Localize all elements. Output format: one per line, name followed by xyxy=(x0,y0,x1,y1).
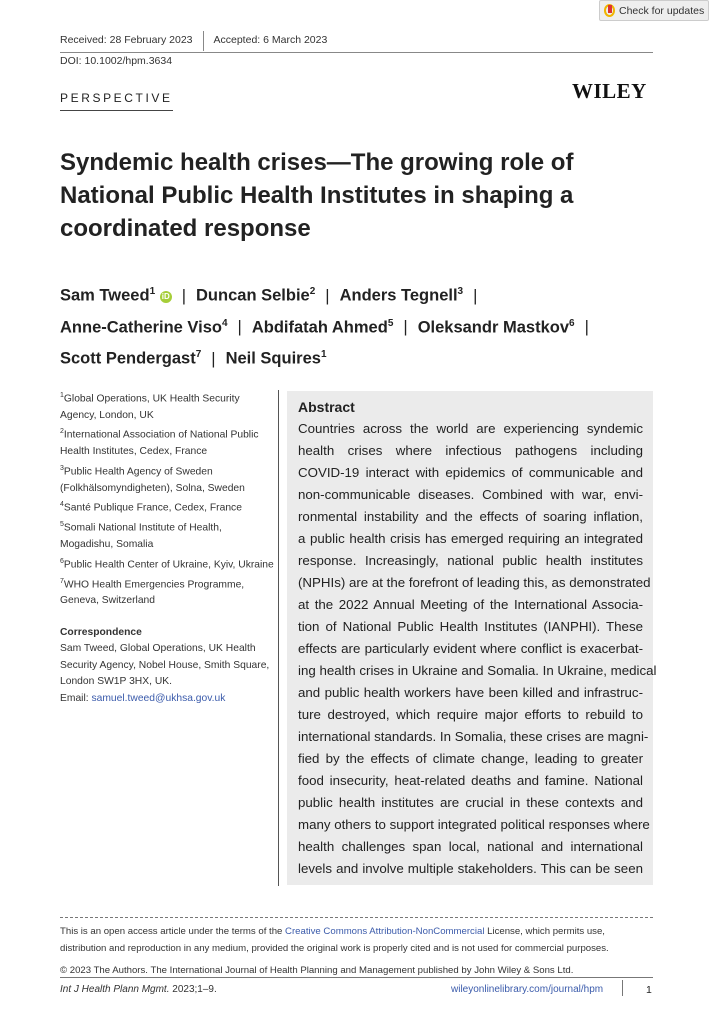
affiliation xyxy=(60,554,275,574)
email-link[interactable]: samuel.tweed@ukhsa.gov.uk xyxy=(91,692,226,704)
abstract-line: effects are particularly evident where conflict is exacerbat- xyxy=(298,641,643,656)
footer-divider xyxy=(622,980,623,996)
author-name: Abdifatah Ahmed xyxy=(251,318,388,336)
correspondence-heading: Correspondence xyxy=(60,626,142,638)
abstract-line: ture destroyed, which require major efforts to rebuild to xyxy=(298,707,643,722)
author-name: Anne-Catherine Viso xyxy=(60,318,222,336)
affiliation xyxy=(60,424,275,460)
abstract-line: ronmental instability and the effects of soaring inflation, xyxy=(298,509,643,524)
license-link[interactable]: Creative Commons Attribution-NonCommercial xyxy=(285,926,485,937)
abstract-heading: Abstract xyxy=(298,399,355,415)
citation xyxy=(60,984,217,995)
abstract-text xyxy=(298,418,657,880)
page-number: 1 xyxy=(646,984,652,996)
column-divider xyxy=(278,390,279,886)
affiliation-text: Santé Publique France, Cedex, France xyxy=(63,502,242,514)
doi: DOI: 10.1002/hpm.3634 xyxy=(60,55,173,67)
abstract-line: levels and involve multiple stakeholders. This can be seen xyxy=(298,861,643,876)
correspondence-text: Sam Tweed, Global Operations, UK Health Security Agency, Nobel House, Smith Square, London SW1P 3HX, UK. xyxy=(60,643,270,688)
orcid-icon[interactable]: iD xyxy=(161,291,170,301)
abstract-line: food insecurity, heat-related deaths and famine. National xyxy=(298,773,643,788)
affiliation-sup: 5 xyxy=(60,521,64,529)
affiliation-text: Somali National Institute of Health, Mogadishu, Somalia xyxy=(60,522,222,551)
accepted-date: Accepted: 6 March 2023 xyxy=(213,34,328,46)
abstract-line: (NPHIs) are at the forefront of leading this, as demonstrated xyxy=(298,575,651,590)
author-name: Scott Pendergast xyxy=(60,349,196,368)
author-sup: 5 xyxy=(387,317,394,329)
dates-row xyxy=(60,34,653,53)
title-line: National Public Health Institutes in shaping a xyxy=(60,182,574,209)
author-sup: 1 xyxy=(149,286,156,297)
author-sup: 7 xyxy=(195,349,202,360)
abstract-line: Countries across the world are experiencing syndemic xyxy=(298,421,643,436)
affiliation-text: Public Health Agency of Sweden (Folkhälsomyndigheten), Solna, Sweden xyxy=(60,466,245,494)
author-name: Oleksandr Mastkov xyxy=(417,318,569,336)
separator: | xyxy=(181,286,187,305)
author-sup: 1 xyxy=(320,349,327,360)
received-date: Received: 28 February 2023 xyxy=(60,34,193,46)
journal-site-link[interactable]: wileyonlinelibrary.com/journal/hpm xyxy=(451,984,604,995)
affiliation-text: WHO Health Emergencies Programme, Geneva, Switzerland xyxy=(60,578,245,607)
author-name: Sam Tweed xyxy=(60,286,150,305)
author-sup: 3 xyxy=(457,286,464,297)
separator: | xyxy=(211,349,216,368)
affiliation xyxy=(60,574,275,610)
abstract-line: a public health crisis has emerged requiring an integrated xyxy=(298,531,643,546)
section-label: PERSPECTIVE xyxy=(60,91,173,111)
journal-abbrev: Int J Health Plann Mgmt. xyxy=(60,984,170,995)
abstract-line: fied by the effects of climate change, leading to greater xyxy=(298,751,643,766)
crossmark-icon xyxy=(604,4,615,17)
abstract-line: public health institutes are crucial in these contexts and xyxy=(298,795,643,810)
separator: | xyxy=(237,318,242,336)
author-name: Anders Tegnell xyxy=(339,286,458,305)
abstract-line: at the 2022 Annual Meeting of the International Associa- xyxy=(298,597,643,612)
abstract-line: and public health workers have been killed and infrastruc- xyxy=(298,685,643,700)
title-line: Syndemic health crises—The growing role of xyxy=(60,149,574,176)
email-label: Email: xyxy=(60,692,92,704)
correspondence xyxy=(60,625,275,708)
abstract-line: international standards. In Somalia, these crises are magni- xyxy=(298,729,649,744)
copyright: © 2023 The Authors. The International Journal of Health Planning and Management published by John Wiley & Sons Ltd. xyxy=(60,965,574,976)
author-sup: 6 xyxy=(569,317,575,329)
affiliation-text: Public Health Center of Ukraine, Kyiv, Ukraine xyxy=(63,559,274,571)
check-updates-label: Check for updates xyxy=(619,4,705,17)
citation-info: 2023;1–9. xyxy=(169,984,217,995)
abstract-line: non-communicable diseases. Combined with war, envi- xyxy=(298,487,643,502)
author-sup: 4 xyxy=(221,317,228,329)
affiliation xyxy=(60,388,275,424)
title-line: coordinated response xyxy=(60,215,311,242)
author-name: Neil Squires xyxy=(225,349,321,368)
author-list xyxy=(60,278,660,373)
license-text: This is an open access article under the terms of the xyxy=(60,926,286,937)
affiliation-sup: 3 xyxy=(60,464,64,472)
affiliation-sup: 2 xyxy=(60,428,64,436)
check-for-updates-button[interactable] xyxy=(599,0,709,21)
affiliation-sup: 1 xyxy=(60,392,64,399)
abstract-box xyxy=(287,391,657,885)
divider xyxy=(203,31,204,51)
abstract-line: response. Increasingly, national public health institutes xyxy=(298,553,643,568)
license-notice xyxy=(60,923,653,979)
separator: | xyxy=(473,286,478,305)
affiliation-sup: 4 xyxy=(60,501,64,509)
affiliation-sup: 6 xyxy=(60,557,64,565)
author-sup: 2 xyxy=(309,286,316,297)
abstract-line: health crises where infectious pathogens including xyxy=(298,443,643,458)
affiliation xyxy=(60,461,275,497)
affiliation xyxy=(60,517,275,553)
author-name: Duncan Selbie xyxy=(196,286,310,305)
abstract-line: ing health crises in Ukraine and Somalia. In Ukraine, medical xyxy=(298,663,657,678)
separator: | xyxy=(403,318,408,336)
license-text: License, which permits use, distribution and reproduction in any medium, provided the original work is properly cited and is not used for commercial purposes. xyxy=(60,926,609,954)
affiliation-text: Global Operations, UK Health Security Agency, London, UK xyxy=(60,393,240,421)
affiliation xyxy=(60,497,275,517)
separator: | xyxy=(325,286,330,305)
separator: | xyxy=(584,318,589,336)
affiliation-text: International Association of National Public Health Institutes, Cedex, France xyxy=(60,429,259,458)
footer-rule xyxy=(60,977,653,978)
article-title xyxy=(60,146,660,245)
affiliation-sup: 7 xyxy=(60,577,64,585)
abstract-line: health challenges span local, national and international xyxy=(298,839,643,854)
dashed-divider xyxy=(60,917,653,918)
abstract-line: tion of National Public Health Institutes (IANPHI). These xyxy=(298,619,643,634)
abstract-line: many others to support integrated political responses where xyxy=(298,817,650,832)
publisher-logo: WILEY xyxy=(572,79,647,103)
affiliations xyxy=(60,388,275,707)
abstract-line: COVID-19 interact with epidemics of communicable and xyxy=(298,465,643,480)
